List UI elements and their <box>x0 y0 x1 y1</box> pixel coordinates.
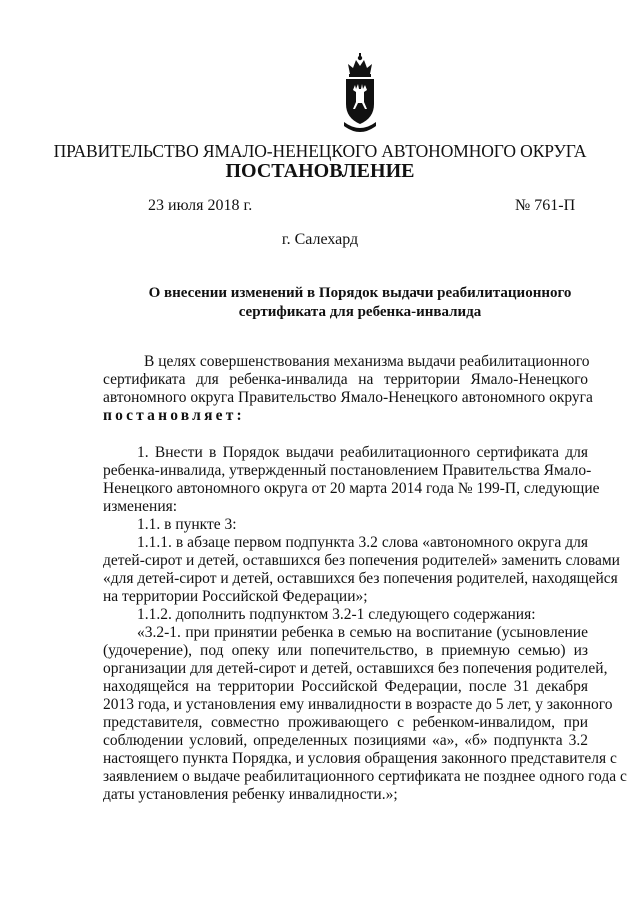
text-line: изменения: <box>103 498 178 515</box>
text-line: 2013 года, и установления ему инвалидности в возрасте до 5 лет, у законного <box>103 696 613 713</box>
government-name: ПРАВИТЕЛЬСТВО ЯМАЛО-НЕНЕЦКОГО АВТОНОМНОГО ОКРУГА <box>53 141 587 161</box>
document-city: г. Салехард <box>281 231 359 248</box>
text-line: «для детей-сирот и детей, оставшихся без попечения родителей, находящейся <box>103 570 618 587</box>
text-line: даты установления ребенку инвалидности.»; <box>103 786 398 803</box>
text-line: Ненецкого автономного округа от 20 марта 2014 года № 199-П, следующие <box>103 480 600 497</box>
text-line: 1.1. в пункте 3: <box>137 516 237 533</box>
main-paragraphs <box>103 444 627 804</box>
text-line: соблюдении условий, определенных позициями «а», «б» подпункта 3.2 <box>103 732 588 749</box>
subject-line: О внесении изменений в Порядок выдачи реабилитационного <box>148 285 572 301</box>
text-line: на территории Российской Федерации»; <box>103 588 368 605</box>
text-line: 1.1.1. в абзаце первом подпункта 3.2 слова «автономного округа для <box>137 534 588 551</box>
subject-line: сертификата для ребенка-инвалида <box>238 304 482 320</box>
document-number: № 761-П <box>515 197 576 214</box>
resolves-word: постановляет: <box>103 407 245 424</box>
text-line: сертификата для ребенка-инвалида на территории Ямало-Ненецкого <box>103 371 588 388</box>
coat-of-arms-icon <box>340 52 380 134</box>
document-subject <box>100 284 620 322</box>
text-line: автономного округа Правительство Ямало-Ненецкого автономного округа <box>103 389 593 406</box>
text-line: «3.2-1. при принятии ребенка в семью на воспитание (усыновление <box>137 624 588 641</box>
text-line: представителя, совместно проживающего с ребенком-инвалидом, при <box>103 714 588 731</box>
text-line: В целях совершенствования механизма выдачи реабилитационного <box>144 353 590 370</box>
text-line: ребенка-инвалида, утвержденный постановлением Правительства Ямало- <box>103 462 592 479</box>
text-line <box>103 407 588 425</box>
document-date: 23 июля 2018 г. <box>148 197 253 214</box>
text-line: находящейся на территории Российской Федерации, после 31 декабря <box>103 678 588 695</box>
text-line: детей-сирот и детей, оставшихся без попечения родителей» заменить словами <box>103 552 620 569</box>
text-line: 1.1.2. дополнить подпунктом 3.2-1 следующего содержания: <box>137 606 536 623</box>
text-line: (удочерение), под опеку или попечительство, в приемную семью) из <box>103 642 588 659</box>
intro-paragraph <box>103 353 593 425</box>
text-line: организации для детей-сирот и детей, оставшихся без попечения родителей, <box>103 660 608 677</box>
text-line: 1. Внести в Порядок выдачи реабилитационного сертификата для <box>137 444 588 461</box>
text-line: заявлением о выдаче реабилитационного сертификата не позднее одного года с <box>103 768 627 785</box>
text-line: настоящего пункта Порядка, и условия обращения законного представителя с <box>103 750 617 767</box>
document-type: ПОСТАНОВЛЕНИЕ <box>225 160 415 182</box>
